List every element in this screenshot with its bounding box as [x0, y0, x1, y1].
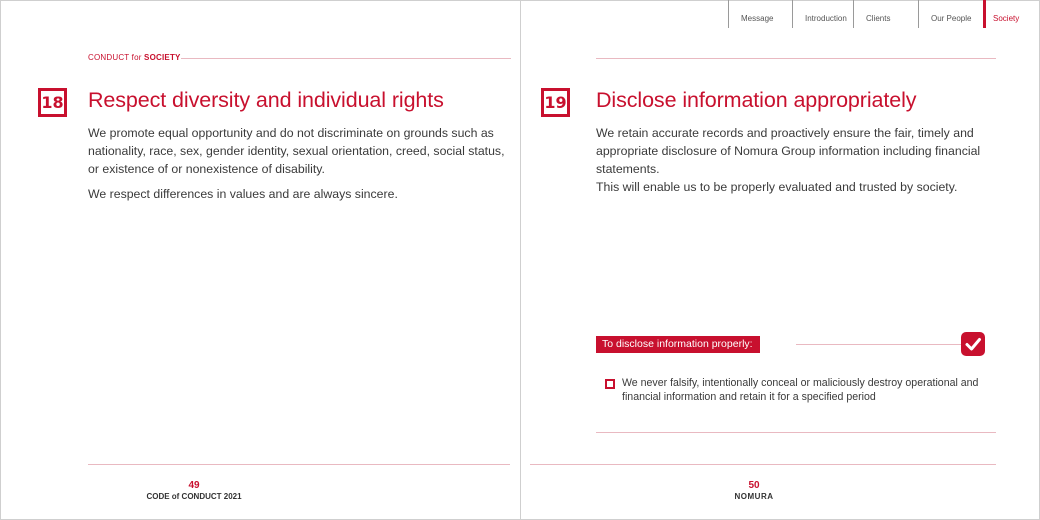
body-paragraph: We respect differences in values and are always sincere. [88, 187, 398, 201]
checkbox-icon [605, 379, 615, 389]
checklist-title: To disclose information properly: [596, 336, 760, 353]
footer-divider [88, 464, 510, 465]
section-prefix: CONDUCT for [88, 53, 145, 62]
header-divider [596, 58, 996, 59]
tab-our-people[interactable] [918, 0, 971, 28]
page-spine [520, 0, 521, 520]
tab-clients[interactable] [853, 0, 890, 28]
checklist-divider [796, 344, 961, 345]
checkmark-icon [961, 332, 985, 356]
item-number-badge: 18 [38, 88, 67, 117]
section-divider [596, 432, 996, 433]
page-number: 50 [748, 480, 760, 491]
footer-divider [530, 464, 996, 465]
tab-label: Message [741, 14, 774, 23]
tab-label: Society [993, 14, 1020, 23]
item-heading: Respect diversity and individual rights [88, 88, 444, 112]
section-label [88, 53, 181, 62]
tab-introduction[interactable] [792, 0, 847, 28]
body-paragraph: This will enable us to be properly evaluated and trusted by society. [596, 180, 958, 194]
tab-label: Clients [866, 14, 891, 23]
section-name: SOCIETY [144, 53, 181, 62]
body-paragraph: We promote equal opportunity and do not discriminate on grounds such as nationality, race, sex, gender identity, sexual orientation, creed, social status, or existence of or nonexistence of disability. [88, 126, 505, 176]
header-divider [181, 58, 511, 59]
footer-caption: CODE of CONDUCT 2021 [146, 492, 242, 501]
checklist-item-text: We never falsify, intentionally conceal or maliciously destroy operational and financial information and retain it for a specified period [622, 377, 979, 403]
brand-logo: NOMURA [734, 492, 774, 501]
page-number: 49 [188, 480, 200, 491]
tab-message[interactable] [728, 0, 773, 28]
item-heading: Disclose information appropriately [596, 88, 917, 112]
body-paragraph: We retain accurate records and proactively ensure the fair, timely and appropriate disclosure of Nomura Group information including financial statements. [596, 126, 981, 176]
tab-label: Our People [931, 14, 972, 23]
tab-label: Introduction [805, 14, 847, 23]
tab-society[interactable] [983, 0, 1019, 28]
item-number-badge: 19 [541, 88, 570, 117]
